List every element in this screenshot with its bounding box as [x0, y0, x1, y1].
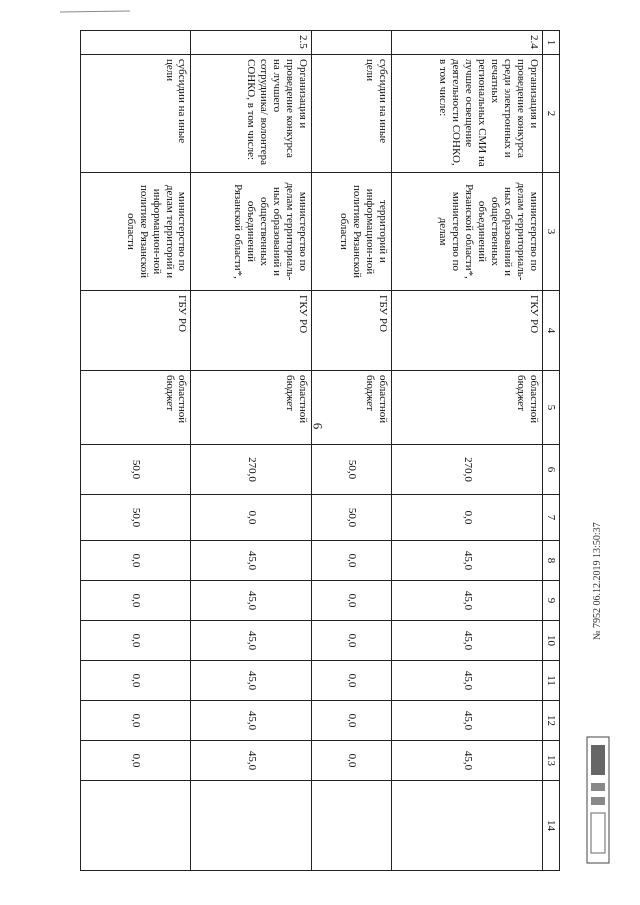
cell-value: 50,0 [81, 495, 192, 541]
cell-total: 270,0 [392, 445, 543, 495]
cell-value: 0,0 [312, 541, 392, 581]
cell-value: 45,0 [392, 701, 543, 741]
cell-institution: ГКУ РО [392, 291, 543, 371]
col-header: 13 [543, 741, 560, 781]
cell-value: 50,0 [312, 495, 392, 541]
cell-measure: Организация и проведение конкурса на лучшего сотрудника/ волонтера СОНКО, в том числе: [191, 55, 312, 173]
cell-measure: Организация и проведение конкурса среди электронных и печатных региональных СМИ на лучшее освещение деятельности СОНКО, в том числе: [392, 55, 543, 173]
cell-source: областной бюджет [191, 371, 312, 445]
budget-table [80, 30, 560, 871]
col-header: 12 [543, 701, 560, 741]
cell-value: 45,0 [191, 541, 312, 581]
cell-value [81, 781, 192, 871]
cell-value: 45,0 [191, 621, 312, 661]
col-header: 2 [543, 55, 560, 173]
cell-measure: субсидии на иные цели [81, 55, 192, 173]
cell-value: 0,0 [392, 495, 543, 541]
header-row [543, 31, 560, 871]
table-container [80, 30, 560, 870]
cell-value [312, 781, 392, 871]
cell-value: 45,0 [392, 741, 543, 781]
cell-value: 45,0 [392, 661, 543, 701]
cell-value: 0,0 [312, 701, 392, 741]
cell-executor: министерство по делам территорий и информацион-ной политике Рязанской области [81, 173, 192, 291]
rotated-page [80, 30, 560, 870]
cell-number [312, 31, 392, 55]
cell-value: 45,0 [392, 541, 543, 581]
col-header: 6 [543, 445, 560, 495]
cell-value: 45,0 [392, 581, 543, 621]
cell-number [81, 31, 192, 55]
cell-executor: министерство по делам территориаль-ных образований и общественных объединений Рязанской области*, министерство по делам [392, 173, 543, 291]
table-row [81, 31, 192, 871]
cell-value: 0,0 [81, 621, 192, 661]
cell-value: 0,0 [312, 581, 392, 621]
cell-value: 0,0 [312, 621, 392, 661]
cell-value: 0,0 [81, 581, 192, 621]
cell-value: 45,0 [191, 581, 312, 621]
scan-mark [60, 2, 130, 8]
cell-total: 270,0 [191, 445, 312, 495]
cell-value [191, 781, 312, 871]
col-header: 4 [543, 291, 560, 371]
cell-value: 0,0 [81, 541, 192, 581]
cell-value: 0,0 [81, 661, 192, 701]
cell-value: 45,0 [191, 701, 312, 741]
col-header: 8 [543, 541, 560, 581]
col-header: 7 [543, 495, 560, 541]
col-header: 5 [543, 371, 560, 445]
col-header: 11 [543, 661, 560, 701]
cell-institution: ГКУ РО [191, 291, 312, 371]
cell-number: 2.4 [392, 31, 543, 55]
cell-value: 0,0 [191, 495, 312, 541]
page-number: 6 [310, 422, 326, 430]
cell-executor: территорий и информацион-ной политике Рязанской области [312, 173, 392, 291]
cell-number: 2.5 [191, 31, 312, 55]
registry-logo [585, 735, 611, 865]
col-header: 9 [543, 581, 560, 621]
col-header: 3 [543, 173, 560, 291]
cell-value: 0,0 [312, 661, 392, 701]
cell-value: 45,0 [191, 741, 312, 781]
cell-source: областной бюджет [312, 371, 392, 445]
cell-source: областной бюджет [81, 371, 192, 445]
registration-stamp: № 7952 06.12.2019 13:50:37 [592, 522, 603, 640]
cell-executor: министерство по делам территориаль-ных образований и общественных объединений Рязанской области*, [191, 173, 312, 291]
cell-value: 45,0 [191, 661, 312, 701]
col-header: 10 [543, 621, 560, 661]
cell-value: 0,0 [312, 741, 392, 781]
table-row [392, 31, 543, 871]
cell-value: 0,0 [81, 741, 192, 781]
cell-value: 0,0 [81, 701, 192, 741]
table-row [312, 31, 392, 871]
cell-institution: ГБУ РО [81, 291, 192, 371]
table-row [191, 31, 312, 871]
cell-total: 50,0 [312, 445, 392, 495]
cell-value [392, 781, 543, 871]
cell-value: 45,0 [392, 621, 543, 661]
col-header: 1 [543, 31, 560, 55]
cell-total: 50,0 [81, 445, 192, 495]
col-header: 14 [543, 781, 560, 871]
cell-source: областной бюджет [392, 371, 543, 445]
cell-measure: субсидии на иные цели [312, 55, 392, 173]
cell-institution: ГБУ РО [312, 291, 392, 371]
